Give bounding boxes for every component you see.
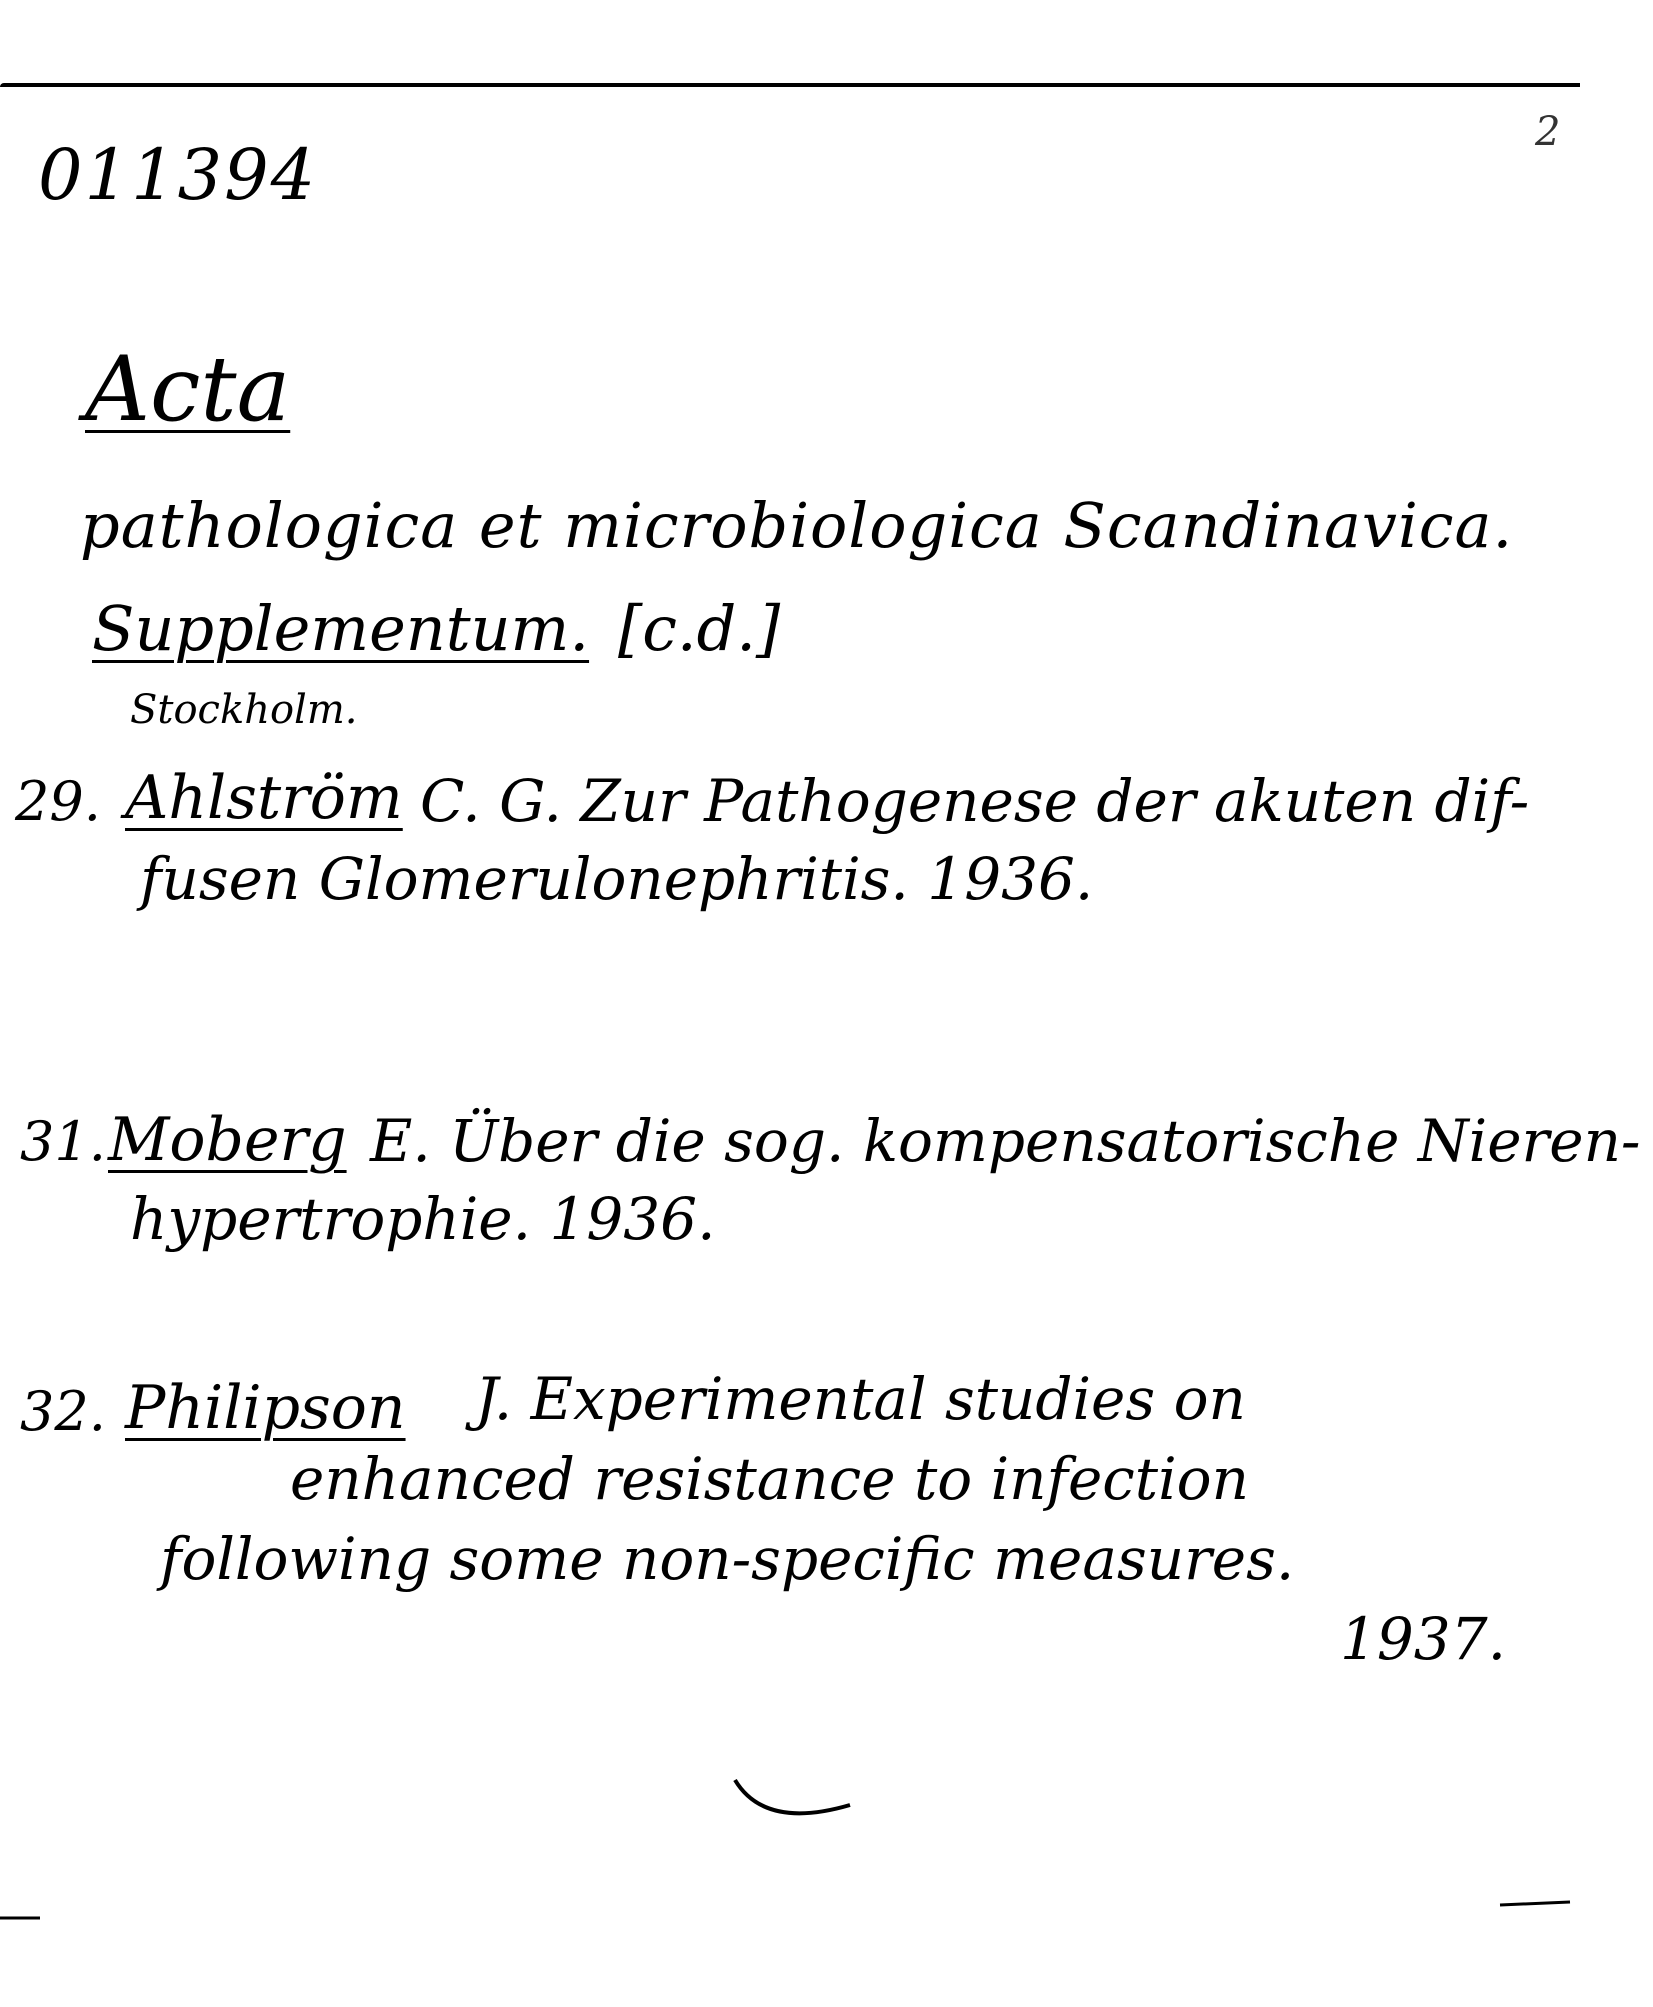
entry-author: Ahlström <box>125 763 403 833</box>
entry-text-line: fusen Glomerulonephritis. 1936. <box>140 845 1094 913</box>
entry-author: Moberg <box>108 1105 347 1175</box>
entry-number: 32. <box>20 1380 106 1443</box>
entry-text-line: E. Über die sog. kompensatorische Nieren- <box>370 1107 1641 1175</box>
entry-text-line: hypertrophie. 1936. <box>130 1185 716 1253</box>
corner-mark: 2 <box>1535 109 1561 155</box>
card-number: 011394 <box>38 134 318 216</box>
journal-title-main: Acta <box>85 337 291 442</box>
entry-text-line: 1937. <box>1340 1605 1507 1673</box>
series-label: Supplementum. <box>92 592 590 665</box>
entry-number: 31. <box>20 1110 106 1173</box>
entry-number: 29. <box>15 770 101 833</box>
entry-author: Philipson <box>125 1373 406 1443</box>
journal-title-sub: pathologica et microbiologica Scandinavica. <box>80 489 1514 562</box>
bottom-curve-mark <box>735 1780 850 1813</box>
entry-text-line: C. G. Zur Pathogenese der akuten dif- <box>420 767 1530 835</box>
publication-place: Stockholm. <box>130 687 358 733</box>
entry-text-line: following some non-specific measures. <box>160 1525 1295 1593</box>
entry-text-line: J. Experimental studies on <box>475 1365 1246 1433</box>
bottom-right-edge-mark <box>1500 1902 1570 1905</box>
series-note: [c.d.] <box>618 592 781 665</box>
entry-text-line: enhanced resistance to infection <box>290 1445 1249 1513</box>
